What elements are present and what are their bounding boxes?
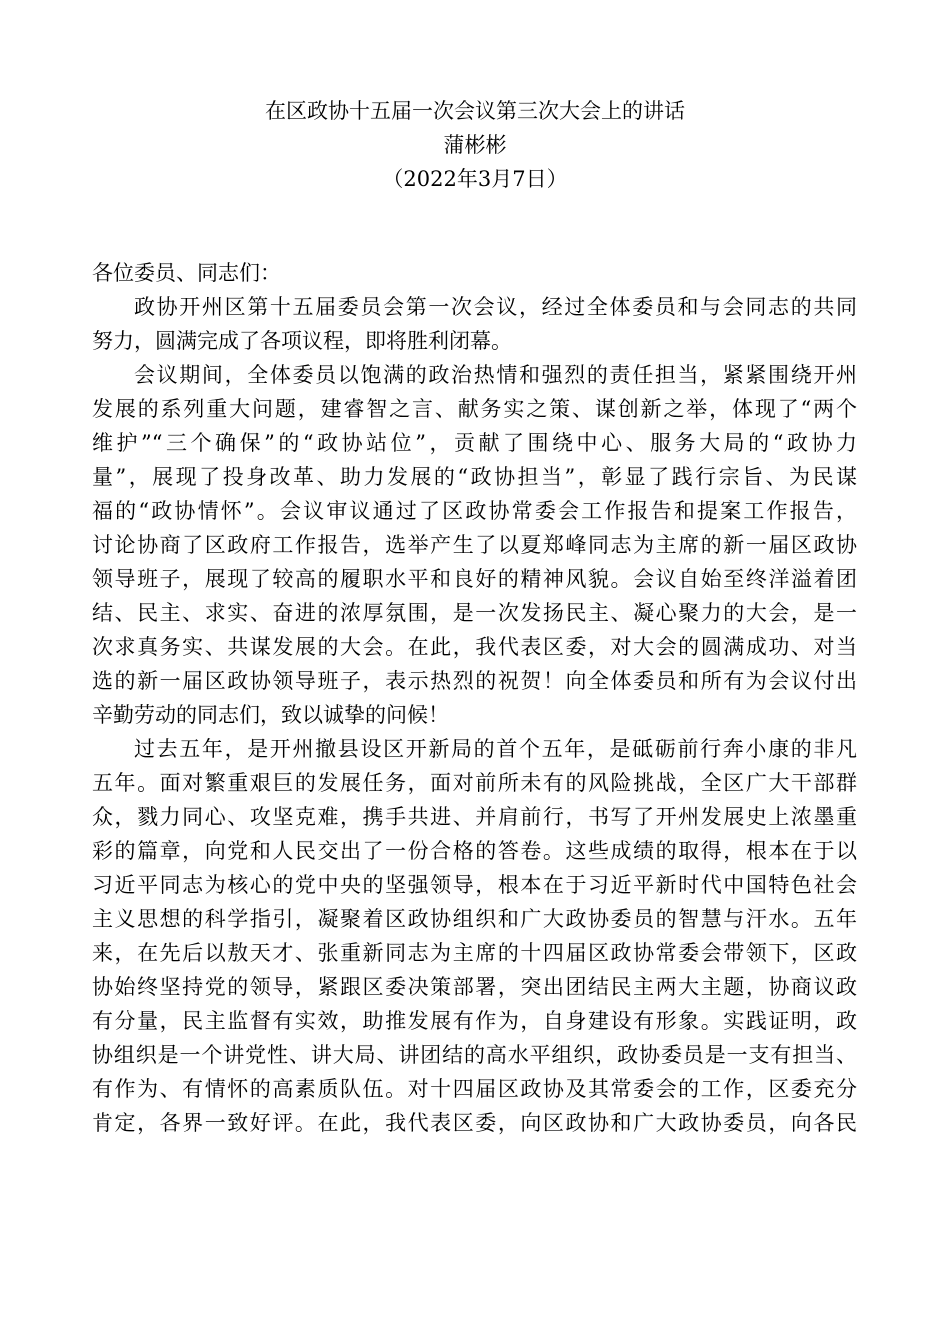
paragraph-1-line: 政协开州区第十五届委员会第一次会议，经过全体委员和与会同志的共同 — [134, 295, 857, 319]
paragraph-3-line: 肯定，各界一致好评。在此，我代表区委，向区政协和广大政协委员，向各民 — [92, 1111, 857, 1135]
paragraph-2-line: 选的新一届区政协领导班子，表示热烈的祝贺！向全体委员和所有为会议付出 — [92, 669, 857, 693]
paragraph-2-line: 福的“政协情怀”。会议审议通过了区政协常委会工作报告和提案工作报告， — [92, 499, 857, 523]
paragraph-3-line: 有分量，民主监督有实效，助推发展有作为，自身建设有形象。实践证明，政 — [92, 1009, 857, 1033]
document-title: 在区政协十五届一次会议第三次大会上的讲话 — [265, 99, 685, 123]
paragraph-3-line: 习近平同志为核心的党中央的坚强领导，根本在于习近平新时代中国特色社会 — [92, 873, 857, 897]
paragraph-2-line: 量”，展现了投身改革、助力发展的“政协担当”，彰显了践行宗旨、为民谋 — [92, 465, 857, 489]
paragraph-2-line: 发展的系列重大问题，建睿智之言、献务实之策、谋创新之举，体现了“两个 — [92, 397, 857, 421]
paragraph-3-line: 五年。面对繁重艰巨的发展任务，面对前所未有的风险挑战，全区广大干部群 — [92, 771, 857, 795]
paragraph-3-line: 主义思想的科学指引，凝聚着区政协组织和广大政协委员的智慧与汗水。五年 — [92, 907, 857, 931]
paragraph-2-line: 辛勤劳动的同志们，致以诚挚的问候！ — [92, 703, 449, 727]
paragraph-3-line: 众，戮力同心、攻坚克难，携手共进、并肩前行，书写了开州发展史上浓墨重 — [92, 805, 857, 829]
paragraph-3-line: 来，在先后以敖天才、张重新同志为主席的十四届区政协常委会带领下，区政 — [92, 941, 857, 965]
document-date: （2022年3月7日） — [382, 167, 568, 191]
paragraph-2-line: 结、民主、求实、奋进的浓厚氛围，是一次发扬民主、凝心聚力的大会，是一 — [92, 601, 857, 625]
paragraph-3-line: 彩的篇章，向党和人民交出了一份合格的答卷。这些成绩的取得，根本在于以 — [92, 839, 857, 863]
document-body — [92, 256, 857, 1140]
document-header — [0, 94, 950, 196]
paragraph-1-line: 努力，圆满完成了各项议程，即将胜利闭幕。 — [92, 329, 512, 353]
paragraph-2-line: 领导班子，展现了较高的履职水平和良好的精神风貌。会议自始至终洋溢着团 — [92, 567, 857, 591]
paragraph-2-line: 讨论协商了区政府工作报告，选举产生了以夏郑峰同志为主席的新一届区政协 — [92, 533, 857, 557]
salutation: 各位委员、同志们： — [92, 261, 281, 285]
paragraph-3-line: 过去五年，是开州撤县设区开新局的首个五年，是砥砺前行奔小康的非凡 — [134, 737, 857, 761]
paragraph-2-line: 维护”“三个确保”的“政协站位”，贡献了围绕中心、服务大局的“政协力 — [92, 431, 857, 455]
document-author: 蒲彬彬 — [443, 133, 507, 157]
paragraph-3-line: 协组织是一个讲党性、讲大局、讲团结的高水平组织，政协委员是一支有担当、 — [92, 1043, 857, 1067]
paragraph-3-line: 协始终坚持党的领导，紧跟区委决策部署，突出团结民主两大主题，协商议政 — [92, 975, 857, 999]
paragraph-2-line: 会议期间，全体委员以饱满的政治热情和强烈的责任担当，紧紧围绕开州 — [134, 363, 857, 387]
paragraph-3-line: 有作为、有情怀的高素质队伍。对十四届区政协及其常委会的工作，区委充分 — [92, 1077, 857, 1101]
paragraph-2-line: 次求真务实、共谋发展的大会。在此，我代表区委，对大会的圆满成功、对当 — [92, 635, 857, 659]
